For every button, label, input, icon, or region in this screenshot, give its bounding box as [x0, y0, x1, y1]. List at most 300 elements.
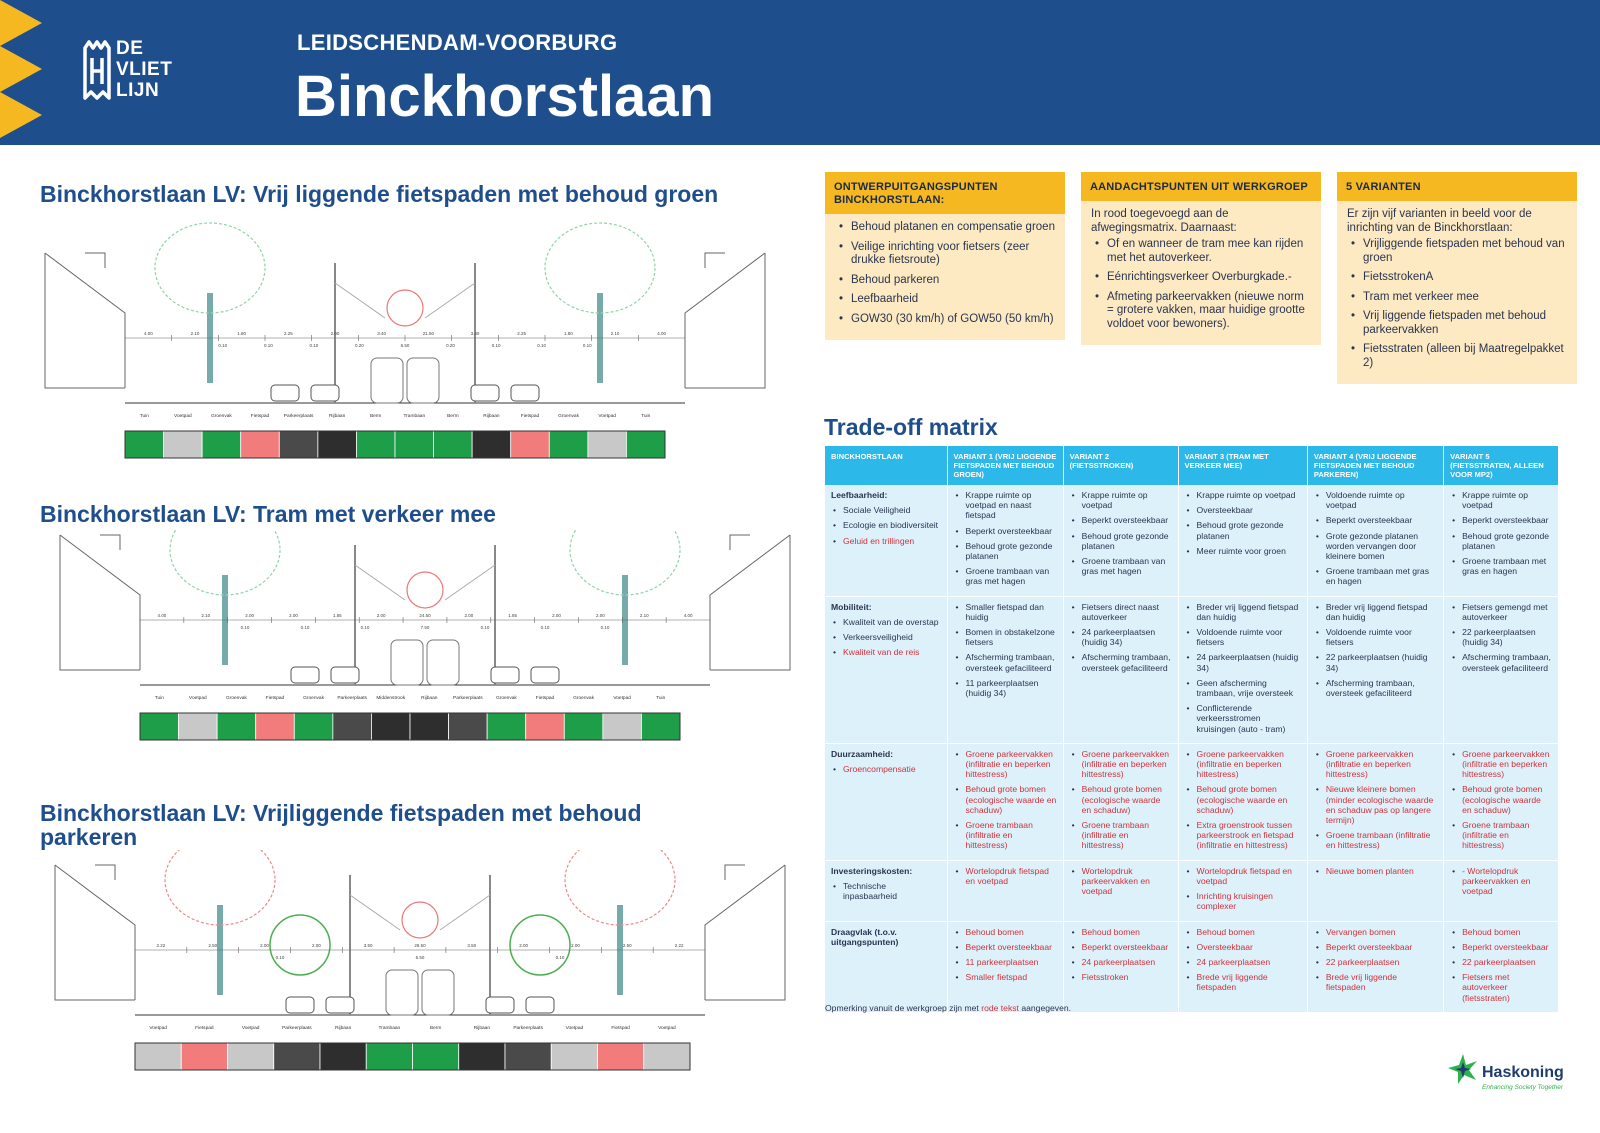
profile-bar-segment	[274, 1043, 320, 1070]
profile-label: Voetpad	[149, 1026, 167, 1031]
matrix-cell-item: • Behoud grote gezonde platanen	[954, 541, 1057, 561]
car-icon	[531, 667, 559, 683]
matrix-cell-item: • Voldoende ruimte voor fietsers	[1314, 627, 1437, 647]
profile-bar-segment	[366, 1043, 412, 1070]
info-box-intro: In rood toegevoegd aan de afwegingsmatrix. Daarnaast:	[1091, 208, 1237, 234]
matrix-category-cell	[825, 596, 947, 743]
section-title: Binckhorstlaan LV: Tram met verkeer mee	[40, 501, 496, 527]
matrix-cell	[1063, 485, 1178, 596]
dimension-label: 2.00	[571, 943, 580, 948]
profile-label: Berm	[447, 414, 459, 419]
profile-bar-segment	[125, 431, 164, 458]
profile-bar-segment	[549, 431, 588, 458]
matrix-cell-item: • Voldoende ruimte voor fietsers	[1185, 627, 1301, 647]
matrix-note	[825, 1003, 1071, 1013]
matrix-title: Trade-off matrix	[824, 414, 998, 440]
matrix-cell-item: • Behoud grote bomen (ecologische waarde en schaduw)	[1450, 784, 1552, 815]
info-box-item: • Eénrichtingsverkeer Overburgkade.-	[1091, 271, 1311, 285]
matrix-cell	[947, 921, 1063, 1012]
car-icon	[486, 997, 514, 1013]
matrix-criterion: • Kwaliteit van de overstap	[831, 617, 941, 627]
matrix-cell-item: • Behoud grote bomen (ecologische waarde en schaduw)	[954, 784, 1057, 815]
matrix-criterion: • Geluid en trillingen	[831, 536, 941, 546]
table-row	[825, 921, 1559, 1012]
matrix-cell-item: • Beperkt oversteekbaar	[954, 942, 1057, 952]
matrix-cell-item: • 22 parkeerplaatsen (huidig 34)	[1450, 627, 1552, 647]
profile-label: Fietspad	[265, 696, 285, 701]
matrix-cell-item: • Beperkt oversteekbaar	[1070, 515, 1172, 525]
matrix-cell	[1307, 596, 1443, 743]
matrix-cell-item: • Oversteekbaar	[1185, 505, 1301, 515]
profile-label: Middenstrook	[376, 696, 406, 701]
matrix-cell-item: • 11 parkeerplaatsen	[954, 957, 1057, 967]
matrix-cell-item: • Beperkt oversteekbaar	[954, 526, 1057, 536]
tram-icon	[427, 640, 459, 685]
matrix-cell-item: • Behoud bomen	[1450, 927, 1552, 937]
matrix-cell-item: • 24 parkeerplaatsen (huidig 34)	[1070, 627, 1172, 647]
matrix-cell-item: • Extra groenstrook tussen parkeerstrook en fietspad (infiltratie en hittestress)	[1185, 820, 1301, 851]
profile-label: Trambaan	[378, 1026, 401, 1031]
matrix-cell	[1444, 596, 1559, 743]
info-box-item: • GOW30 (30 km/h) of GOW50 (50 km/h)	[835, 313, 1055, 327]
matrix-cell-item: • Behoud bomen	[1070, 927, 1172, 937]
matrix-cell-item: • Nieuwe bomen planten	[1314, 866, 1437, 876]
profile-label: Parkeerplaats	[282, 1026, 312, 1031]
dimension-label: 4.00	[657, 331, 667, 336]
profile-label: Parkeerplaats	[283, 414, 314, 419]
profile-label: Voetpad	[658, 1026, 676, 1031]
info-box-item: • Behoud platanen en compensatie groen	[835, 221, 1055, 235]
matrix-cell-item: • Krappe ruimte op voetpad en naast fietspad	[954, 490, 1057, 521]
matrix-cell-item: • 24 parkeerplaatsen	[1185, 957, 1301, 967]
profile-label: Voetpad	[241, 1026, 260, 1031]
dimension-label: 2.00	[311, 943, 321, 948]
matrix-cell-item: • Groene parkeervakken (infiltratie en beperken hittestress)	[1070, 749, 1172, 780]
haskoning-star-icon	[1446, 1052, 1480, 1086]
profile-bar-segment	[333, 713, 372, 740]
matrix-cell-item: • Behoud grote bomen (ecologische waarde en schaduw)	[1185, 784, 1301, 815]
matrix-cell	[1444, 743, 1559, 860]
matrix-cell-item: • Afscherming trambaan, oversteek gefaciliteerd	[1450, 652, 1552, 672]
matrix-cell-item: • Groene parkeervakken (infiltratie en beperken hittestress)	[1450, 749, 1552, 780]
profile-label: Voetpad	[613, 696, 631, 701]
dimension-sub-label: 0.10	[555, 955, 565, 960]
dimension-sub-label: 0.10	[309, 343, 319, 348]
dimension-sub-label: 0.10	[275, 955, 285, 960]
dimension-label: 3.50	[363, 943, 373, 948]
building-left	[45, 253, 125, 388]
matrix-cell-item: • Fietsers gemengd met autoverkeer	[1450, 602, 1552, 622]
profile-bar-segment	[505, 1043, 551, 1070]
dimension-sub-label: 0.20	[355, 343, 364, 348]
matrix-cell-item: • 22 parkeerplaatsen	[1314, 957, 1437, 967]
profile-bar-segment	[526, 713, 565, 740]
matrix-cell-item: • Afscherming trambaan, oversteek gefaciliteerd	[1070, 652, 1172, 672]
matrix-cell-item: • Beperkt oversteekbaar	[1314, 942, 1437, 952]
info-box-item: • Veilige inrichting voor fietsers (zeer drukke fietsroute)	[835, 241, 1055, 268]
matrix-cell-item: • Voldoende ruimte op voetpad	[1314, 490, 1437, 510]
profile-bar-segment	[487, 713, 526, 740]
profile-label: Tuin	[154, 696, 164, 701]
matrix-cell-item: • Geen afscherming trambaan, vrije oversteek	[1185, 678, 1301, 698]
cross-section-drawing	[40, 218, 770, 463]
matrix-cell-item: • Behoud grote gezonde platanen	[1450, 531, 1552, 551]
tram-icon	[386, 970, 418, 1015]
header-banner	[0, 0, 1600, 145]
profile-label: Groenvak	[496, 696, 517, 701]
dimension-label: 2.50	[208, 943, 218, 948]
catenary-wire	[350, 895, 490, 930]
info-box-item: • Vrij liggende fietspaden met behoud parkeervakken	[1347, 310, 1567, 337]
dimension-label: 3.40	[470, 331, 480, 336]
profile-label: Rijbaan	[334, 1026, 352, 1031]
matrix-cell	[1063, 921, 1178, 1012]
section-title: Binckhorstlaan LV: Vrij liggende fietspaden met behoud groen	[40, 181, 719, 207]
matrix-header-category: BINCKHORSTLAAN	[825, 446, 947, 485]
profile-label: Groenvak	[226, 696, 247, 701]
note-text: Opmerking vanuit de werkgroep zijn met	[825, 1003, 982, 1013]
header-subtitle: LEIDSCHENDAM-VOORBURG	[297, 30, 618, 55]
matrix-cell-item: • Wortelopdruk parkeervakken en voetpad	[1070, 866, 1172, 897]
profile-label: Fietspad	[611, 1026, 630, 1031]
car-icon	[526, 997, 554, 1013]
profile-bar-segment	[217, 713, 256, 740]
car-icon	[511, 385, 539, 401]
matrix-cell-item: • Fietsers direct naast autoverkeer	[1070, 602, 1172, 622]
dimension-label: 4.00	[143, 331, 153, 336]
info-box-list	[1091, 238, 1311, 331]
matrix-cell	[1444, 921, 1559, 1012]
profile-label: Voetpad	[598, 414, 616, 419]
matrix-cell-item: • Breder vrij liggend fietspad dan huidig	[1314, 602, 1437, 622]
page-title: Binckhorstlaan	[295, 64, 714, 129]
dimension-label: 21.50	[422, 331, 434, 336]
profile-label: Voetpad	[189, 696, 207, 701]
matrix-cell-item: • Behoud grote bomen (ecologische waarde en schaduw)	[1070, 784, 1172, 815]
profile-label: Groenvak	[558, 414, 579, 419]
matrix-cell-item: • Behoud bomen	[1185, 927, 1301, 937]
info-box-item: • Vrijliggende fietspaden met behoud van groen	[1347, 238, 1567, 265]
matrix-cell-item: • Groene parkeervakken (infiltratie en beperken hittestress)	[954, 749, 1057, 780]
matrix-cell	[1444, 485, 1559, 596]
profile-bar-segment	[228, 1043, 274, 1070]
info-box-title: AANDACHTSPUNTEN UIT WERKGROEP	[1081, 172, 1321, 201]
dimension-label: 2.22	[156, 943, 166, 948]
matrix-cell-item: • Afscherming trambaan, oversteek gefaciliteerd	[954, 652, 1057, 672]
dimension-label: 2.00	[330, 331, 340, 336]
profile-bar-segment	[410, 713, 449, 740]
info-box-ontwerpuitgangspunten	[825, 172, 1065, 340]
matrix-cell-item: • Beperkt oversteekbaar	[1450, 942, 1552, 952]
dimension-label: 3.40	[377, 331, 387, 336]
matrix-category-title: Investeringskosten:	[831, 865, 913, 876]
matrix-cell-item: • Krappe ruimte op voetpad	[1185, 490, 1301, 500]
matrix-cell-item: • 22 parkeerplaatsen (huidig 34)	[1314, 652, 1437, 672]
matrix-criterion: • Ecologie en biodiversiteit	[831, 520, 941, 530]
matrix-cell-item: • Behoud grote gezonde platanen	[1070, 531, 1172, 551]
profile-label: Rijbaan	[473, 1026, 491, 1031]
dimension-sub-label: 0.10	[540, 625, 550, 630]
matrix-cell-item: • Groene trambaan (infiltratie en hittestress)	[1450, 820, 1552, 851]
matrix-cell-item: • Krappe ruimte op voetpad	[1450, 490, 1552, 510]
profile-label: Tuin	[656, 696, 666, 701]
profile-label: Parkeerplaats	[453, 696, 483, 701]
profile-label: Trambaan	[403, 414, 426, 419]
building-left	[60, 535, 140, 670]
profile-label: Rijbaan	[483, 414, 500, 419]
profile-bar-segment	[318, 431, 357, 458]
dimension-label: 1.85	[332, 613, 342, 618]
cross-section-svg	[40, 218, 770, 463]
matrix-cell	[1178, 596, 1307, 743]
info-box-title: 5 VARIANTEN	[1337, 172, 1577, 201]
car-icon	[311, 385, 339, 401]
haskoning-logo	[1446, 1050, 1576, 1096]
matrix-cell-item: • Behoud grote gezonde platanen	[1185, 520, 1301, 540]
dimension-sub-label: 0.10	[600, 625, 610, 630]
info-box-list	[835, 221, 1055, 326]
info-box-item: • Of en wanneer de tram mee kan rijden met het autoverkeer.	[1091, 238, 1311, 265]
profile-bar-segment	[279, 431, 318, 458]
profile-bar-segment	[472, 431, 511, 458]
matrix-cell-item: • Grote gezonde platanen worden vervangen door kleinere bomen	[1314, 531, 1437, 562]
matrix-cell-item: • Brede vrij liggende fietspaden	[1314, 972, 1437, 992]
dimension-label: 2.00	[519, 943, 529, 948]
info-box-item: • FietsstrokenA	[1347, 271, 1567, 285]
matrix-header-variant: VARIANT 5 (FIETSSTRATEN, ALLEEN VOOR MP2)	[1444, 446, 1559, 485]
matrix-cell-item: • Beperkt oversteekbaar	[1070, 942, 1172, 952]
matrix-criterion: • Groencompensatie	[831, 764, 941, 774]
profile-label: Rijbaan	[329, 414, 346, 419]
profile-bar-segment	[603, 713, 642, 740]
matrix-cell-item: • Wortelopdruk fietspad en voetpad	[1185, 866, 1301, 886]
matrix-cell-item: • Smaller fietspad	[954, 972, 1057, 982]
matrix-cell	[1063, 596, 1178, 743]
matrix-cell-item: • Breder vrij liggend fietspad dan huidig	[1185, 602, 1301, 622]
matrix-cell-item: • 22 parkeerplaatsen	[1450, 957, 1552, 967]
profile-bar-segment	[356, 431, 395, 458]
dimension-label: 2.00	[289, 613, 298, 618]
dimension-label: 4.00	[157, 613, 167, 618]
dimension-sub-label: 0.20	[446, 343, 455, 348]
matrix-cell-item: • Groene trambaan (infiltratie en hittestress)	[1314, 830, 1437, 850]
matrix-cell-item: • Krappe ruimte op voetpad	[1070, 490, 1172, 510]
profile-label: Fietspad	[250, 414, 270, 419]
matrix-cell	[1307, 743, 1443, 860]
dimension-label: 2.00	[376, 613, 386, 618]
dimension-label: 2.10	[610, 331, 620, 336]
info-box-item: • Fietsstraten (alleen bij Maatregelpakket 2)	[1347, 343, 1567, 370]
car-icon	[286, 997, 314, 1013]
haskoning-tagline: Enhancing Society Together	[1482, 1084, 1564, 1091]
profile-bar-segment	[641, 713, 680, 740]
profile-label: Parkeerplaats	[513, 1026, 543, 1031]
matrix-cell	[1063, 860, 1178, 921]
dimension-label: 1.85	[508, 613, 518, 618]
cross-section-drawing	[50, 850, 790, 1075]
matrix-category-title: Leefbaarheid:	[831, 490, 888, 500]
matrix-cell-item: • Vervangen bomen	[1314, 927, 1437, 937]
matrix-cell-item: • Fietsstroken	[1070, 972, 1172, 982]
matrix-cell-item: • Groene parkeervakken (infiltratie en beperken hittestress)	[1185, 749, 1301, 780]
logo-line: VLIET	[116, 59, 173, 80]
profile-bar-segment	[135, 1043, 181, 1070]
matrix-cell-item: • Beperkt oversteekbaar	[1314, 515, 1437, 525]
info-box-intro: Er zijn vijf varianten in beeld voor de inrichting van de Binckhorstlaan:	[1347, 208, 1532, 234]
profile-bar-segment	[564, 713, 603, 740]
dimension-label: 3.50	[467, 943, 477, 948]
matrix-category-title: Mobiliteit:	[831, 601, 872, 612]
catenary-wire	[335, 283, 475, 318]
profile-bar-segment	[449, 713, 488, 740]
profile-bar-segment	[551, 1043, 597, 1070]
matrix-header-variant: VARIANT 4 (VRIJ LIGGENDE FIETSPADEN MET BEHOUD PARKEREN)	[1307, 446, 1443, 485]
dimension-sub-label: 6.50	[400, 343, 410, 348]
tram-icon	[391, 640, 423, 685]
tree-crown-icon	[402, 902, 438, 938]
matrix-cell-item: • Wortelopdruk fietspad en voetpad	[954, 866, 1057, 886]
building-left	[55, 865, 135, 1000]
table-row	[825, 485, 1559, 596]
dimension-label: 1.80	[563, 331, 573, 336]
matrix-cell	[947, 743, 1063, 860]
tree-crown-icon	[270, 915, 330, 975]
info-box-aandachtspunten	[1081, 172, 1321, 345]
profile-bar-segment	[598, 1043, 644, 1070]
matrix-cell	[1178, 485, 1307, 596]
profile-bar-segment	[644, 1043, 690, 1070]
profile-label: Voetpad	[565, 1026, 584, 1031]
matrix-cell-item: • Brede vrij liggende fietspaden	[1185, 972, 1301, 992]
car-icon	[291, 667, 319, 683]
info-box-item: • Leefbaarheid	[835, 293, 1055, 307]
trade-off-matrix	[825, 446, 1559, 1013]
dimension-label: 2.00	[596, 613, 605, 618]
matrix-cell	[947, 860, 1063, 921]
matrix-cell	[1307, 921, 1443, 1012]
profile-bar-segment	[256, 713, 295, 740]
profile-bar-segment	[588, 431, 627, 458]
matrix-cell	[1063, 743, 1178, 860]
profile-label: Groenvak	[211, 414, 232, 419]
matrix-category-cell	[825, 743, 947, 860]
matrix-cell	[947, 596, 1063, 743]
building-right	[685, 253, 765, 388]
dimension-sub-label: 0.10	[582, 343, 592, 348]
info-box-list	[1347, 238, 1567, 370]
matrix-cell-item: • Groene trambaan met gras en hagen	[1314, 566, 1437, 586]
dimension-label: 2.50	[622, 943, 632, 948]
tree-crown-icon	[387, 290, 423, 326]
building-right	[710, 535, 790, 670]
matrix-criterion: • Kwaliteit van de reis	[831, 647, 941, 657]
dimension-sub-label: 0.10	[300, 625, 310, 630]
dimension-label: 2.00	[260, 943, 269, 948]
profile-label: Groenvak	[573, 696, 594, 701]
profile-bar-segment	[459, 1043, 505, 1070]
dimension-label: 2.10	[639, 613, 649, 618]
matrix-cell-item: • Meer ruimte voor groen	[1185, 546, 1301, 556]
dimension-sub-label: 0.10	[218, 343, 228, 348]
info-box-item: • Tram met verkeer mee	[1347, 291, 1567, 305]
matrix-cell-item: • 24 parkeerplaatsen (huidig 34)	[1185, 652, 1301, 672]
dimension-sub-label: 7.50	[420, 625, 430, 630]
profile-label: Tuin	[139, 414, 149, 419]
profile-label: Rijbaan	[421, 696, 438, 701]
matrix-header-variant: VARIANT 1 (VRIJ LIGGENDE FIETSPADEN MET BEHOUD GROEN)	[947, 446, 1063, 485]
profile-label: Berm	[429, 1026, 442, 1031]
chevron-shape	[0, 0, 42, 46]
matrix-category-title: Draagvlak (t.o.v. uitgangspunten)	[831, 926, 899, 947]
dimension-label: 24.50	[419, 613, 431, 618]
profile-bar-segment	[202, 431, 241, 458]
matrix-cell-item: • Smaller fietspad dan huidig	[954, 602, 1057, 622]
car-icon	[326, 997, 354, 1013]
dimension-sub-label: 0.10	[360, 625, 370, 630]
matrix-cell	[1178, 921, 1307, 1012]
catenary-wire	[355, 565, 495, 600]
matrix-cell-item: • Fietsers met autoverkeer (fietsstraten)	[1450, 972, 1552, 1003]
haskoning-name: Haskoning	[1482, 1064, 1564, 1081]
profile-bar-segment	[434, 431, 473, 458]
cross-section-drawing	[55, 530, 795, 765]
matrix-cell	[947, 485, 1063, 596]
logo-line: LIJN	[116, 80, 160, 101]
matrix-cell-item: • Bomen in obstakelzone fietsers	[954, 627, 1057, 647]
matrix-cell-item: • Groene trambaan van gras met hagen	[1070, 556, 1172, 576]
cross-section-svg	[55, 530, 795, 765]
car-icon	[471, 385, 499, 401]
matrix-cell-item: • Groene trambaan van gras met hagen	[954, 566, 1057, 586]
note-text: aangegeven.	[1018, 1003, 1072, 1013]
info-box-item: • Afmeting parkeervakken (nieuwe norm = grotere vakken, maar huidige grootte voldoet voor bewoners).	[1091, 291, 1311, 332]
matrix-category-cell	[825, 485, 947, 596]
matrix-criterion: • Technische inpasbaarheid	[831, 881, 941, 901]
matrix-cell-item: • Conflicterende verkeersstromen kruisingen (auto - tram)	[1185, 703, 1301, 734]
profile-bar-segment	[164, 431, 203, 458]
matrix-cell	[1444, 860, 1559, 921]
profile-bar-segment	[140, 713, 179, 740]
table-row	[825, 860, 1559, 921]
matrix-cell-item: • - Wortelopdruk parkeervakken en voetpad	[1450, 866, 1552, 897]
profile-label: Fietspad	[535, 696, 555, 701]
matrix-cell-item: • Groene trambaan (infiltratie en hittestress)	[1070, 820, 1172, 851]
profile-label: Berm	[369, 414, 382, 419]
profile-bar-segment	[320, 1043, 366, 1070]
dimension-label: 28.50	[414, 943, 426, 948]
car-icon	[331, 667, 359, 683]
info-box-title: ONTWERPUITGANGSPUNTEN BINCKHORSTLAAN:	[825, 172, 1065, 214]
logo-line: DE	[116, 38, 144, 59]
dimension-sub-label: 0.10	[240, 625, 250, 630]
matrix-category-title: Duurzaamheid:	[831, 748, 894, 759]
profile-bar-segment	[371, 713, 410, 740]
profile-bar-segment	[181, 1043, 227, 1070]
matrix-cell	[1307, 485, 1443, 596]
dimension-label: 2.00	[245, 613, 254, 618]
dimension-label: 2.22	[674, 943, 684, 948]
table-row	[825, 596, 1559, 743]
profile-label: Voetpad	[174, 414, 192, 419]
matrix-category-cell	[825, 921, 947, 1012]
matrix-cell-item: • Afscherming trambaan, oversteek gefaciliteerd	[1314, 678, 1437, 698]
building-right	[705, 865, 785, 1000]
tram-icon	[407, 358, 439, 403]
dimension-label: 2.00	[464, 613, 474, 618]
matrix-cell-item: • Behoud bomen	[954, 927, 1057, 937]
matrix-cell-item: • Nieuwe kleinere bomen (minder ecologische waarde en schaduw pas op langere termijn)	[1314, 784, 1437, 825]
dimension-label: 4.00	[683, 613, 693, 618]
